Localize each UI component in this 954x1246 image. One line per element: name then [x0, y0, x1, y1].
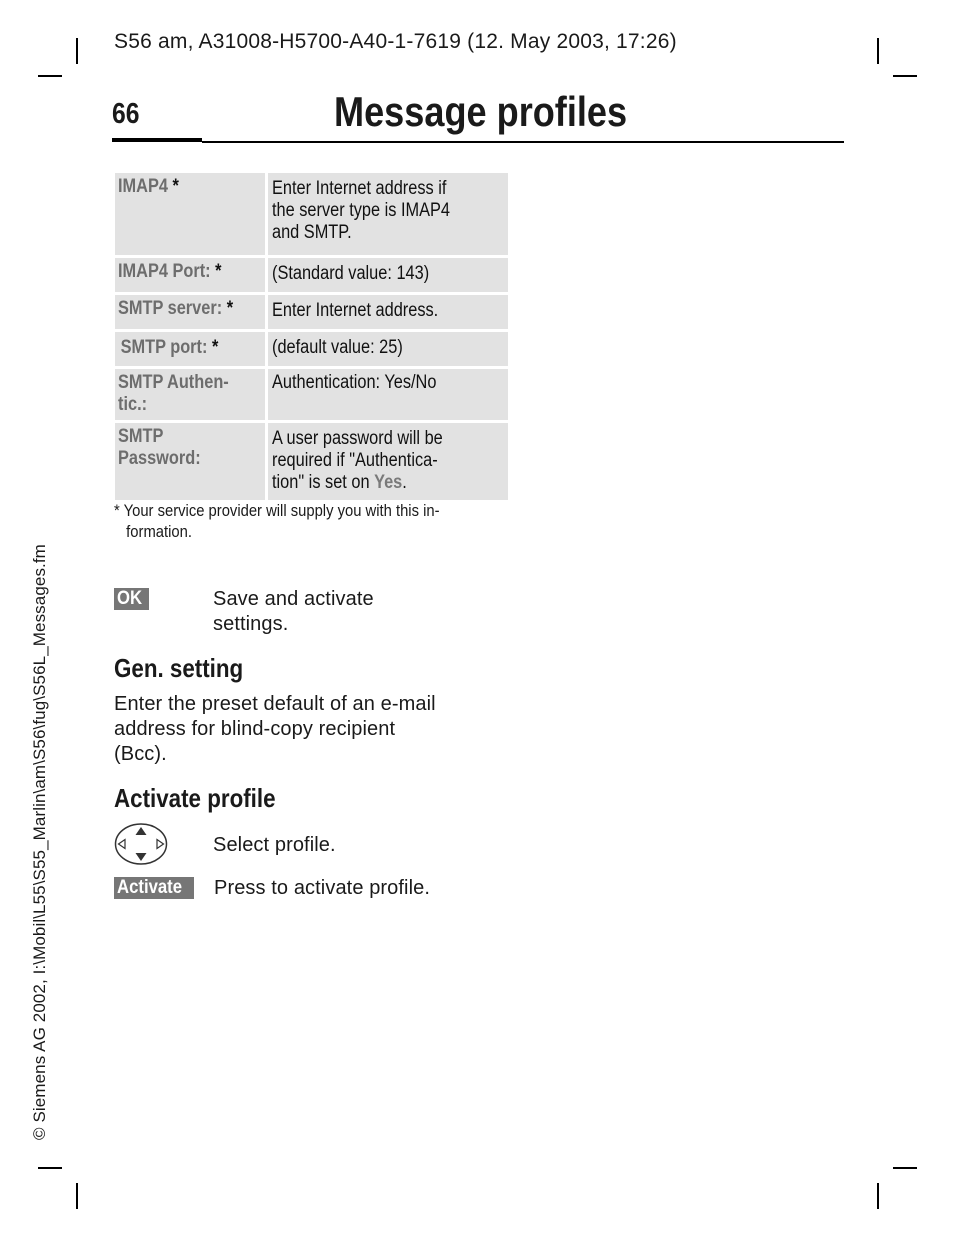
row-label: IMAP4	[118, 176, 168, 197]
navigation-key-icon	[114, 822, 168, 866]
table-key-cell	[115, 369, 265, 420]
ok-description-line: settings.	[213, 613, 289, 635]
ok-description-line: Save and activate	[213, 588, 374, 610]
table-value-cell	[268, 332, 508, 366]
table-row	[115, 258, 508, 292]
row-label: IMAP4 Port:	[118, 261, 211, 282]
row-desc: (Standard value: 143)	[272, 263, 430, 284]
table-key-cell	[115, 173, 265, 255]
activate-softkey-label: Activate	[117, 877, 183, 898]
table-value-cell	[268, 258, 508, 292]
crop-mark-top-right-v	[877, 38, 879, 64]
footnote-line: * Your service provider will supply you with this in-	[114, 501, 440, 520]
row-desc: Enter Internet address if the server type is IMAP4 and SMTP.	[272, 178, 450, 243]
gen-setting-line: address for blind-copy recipient	[114, 718, 396, 740]
row-marker: *	[211, 337, 219, 358]
running-header: S56 am, A31008-H5700-A40-1-7619 (12. May 2003, 17:26)	[114, 30, 677, 53]
activate-softkey	[114, 877, 194, 899]
footnote	[114, 500, 445, 542]
crop-mark-bottom-left-h	[38, 1167, 62, 1169]
footnote-line: formation.	[126, 522, 192, 541]
table-key-cell	[115, 258, 265, 292]
page-title: Message profiles	[334, 88, 628, 135]
table-key-cell	[115, 295, 265, 329]
activate-description: Press to activate profile.	[214, 877, 431, 899]
table-value-cell	[268, 295, 508, 329]
row-desc-suffix: .	[402, 472, 407, 493]
crop-mark-bottom-left-v	[76, 1183, 78, 1209]
crop-mark-bottom-right-h	[893, 1167, 917, 1169]
table-key-cell	[115, 332, 265, 366]
table-value-cell	[268, 369, 508, 420]
row-desc	[272, 428, 472, 494]
ok-softkey	[114, 588, 149, 610]
row-desc: Enter Internet address.	[272, 300, 439, 321]
table-row	[115, 369, 508, 420]
gen-setting-line: Enter the preset default of an e-mail	[114, 693, 436, 715]
gen-setting-line: (Bcc).	[114, 743, 167, 765]
ok-softkey-label: OK	[117, 588, 143, 609]
row-marker: *	[172, 176, 179, 197]
settings-table	[112, 170, 511, 503]
table-row	[115, 423, 508, 500]
activate-profile-heading: Activate profile	[114, 783, 276, 813]
row-label: SMTP Password:	[118, 426, 201, 469]
crop-mark-top-right-h	[893, 75, 917, 77]
table-row	[115, 173, 508, 255]
row-desc: Authentication: Yes/No	[272, 372, 437, 393]
table-row	[115, 295, 508, 329]
row-marker: *	[226, 298, 234, 319]
row-marker: *	[215, 261, 222, 282]
page-number-rule	[112, 138, 202, 142]
page-number: 66	[112, 98, 140, 130]
row-label: SMTP port:	[120, 337, 208, 358]
yes-softkey-inline: Yes	[374, 472, 403, 493]
table-key-cell	[115, 423, 265, 500]
table-value-cell	[268, 173, 508, 255]
table-value-cell	[268, 423, 508, 500]
row-desc: (default value: 25)	[272, 337, 403, 358]
gen-setting-heading: Gen. setting	[114, 653, 244, 683]
row-label: SMTP server:	[118, 298, 223, 319]
select-profile-text: Select profile.	[213, 834, 336, 856]
row-desc-prefix: A user password will be required if "Authentica- tion" is set on	[272, 428, 443, 493]
crop-mark-bottom-right-v	[877, 1183, 879, 1209]
ok-description	[213, 587, 374, 637]
crop-mark-top-left-v	[76, 38, 78, 64]
side-copyright-path: © Siemens AG 2002, I:\Mobil\L55\S55_Marlin\am\S56\fug\S56L_Messages.fm	[30, 544, 49, 1140]
crop-mark-top-left-h	[38, 75, 62, 77]
table-row	[115, 332, 508, 366]
gen-setting-text	[114, 692, 436, 767]
row-label: SMTP Authen- tic.:	[118, 372, 229, 415]
title-rule	[202, 141, 844, 143]
